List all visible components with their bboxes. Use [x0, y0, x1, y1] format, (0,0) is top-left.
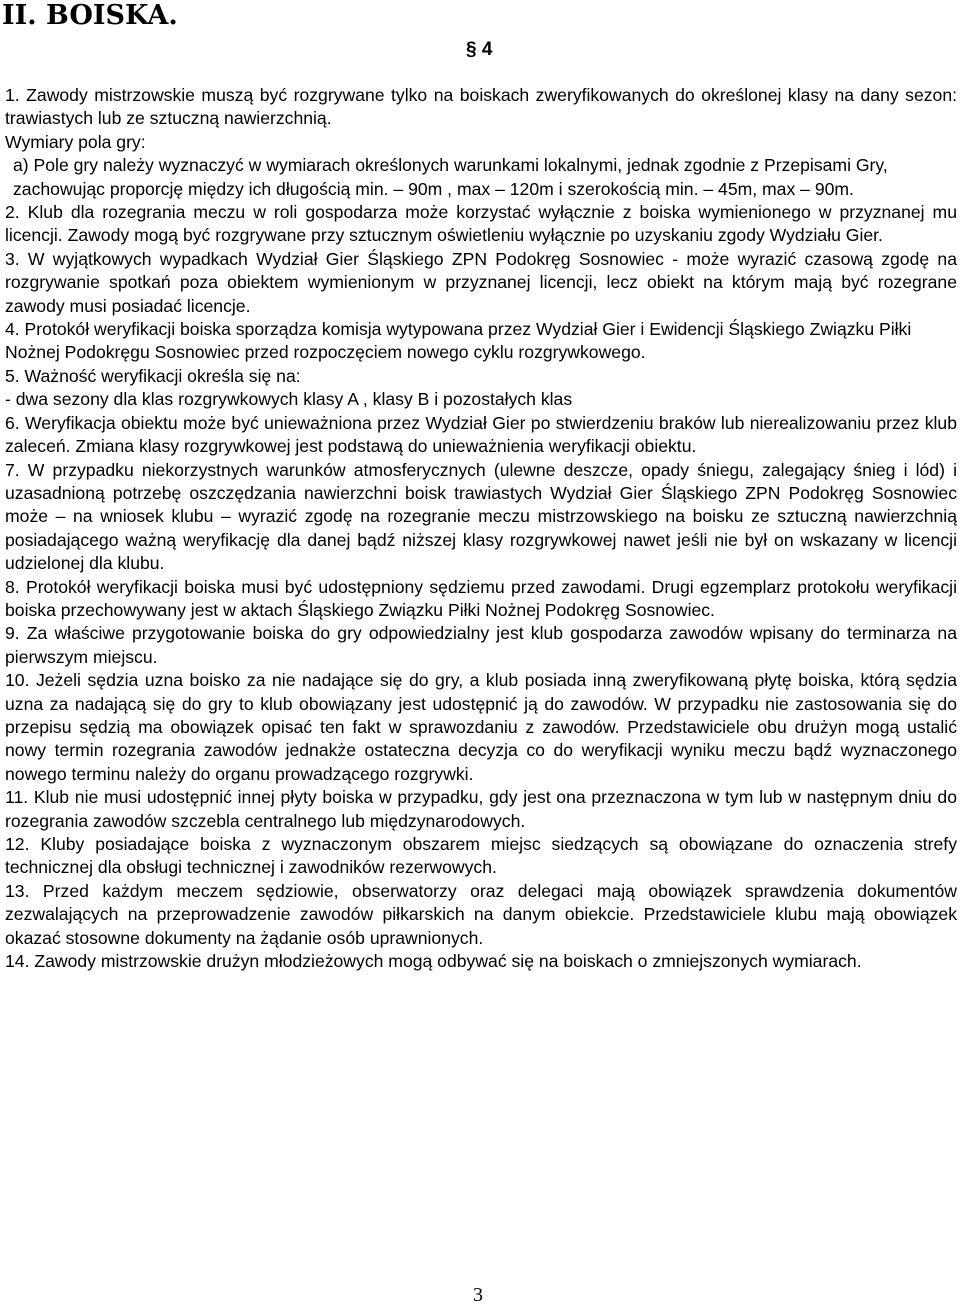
paragraph-3: 3. W wyjątkowych wypadkach Wydział Gier Śląskiego ZPN Podokręg Sosnowiec - może wyrazić czasową zgodę na rozgrywanie spotkań poza obiektem wymienionym w przyznanej licencji, lecz obiekt na którym mają być rozegrane zawody musi posiadać licencje. [5, 248, 957, 316]
section-mark: § 4 [466, 39, 493, 60]
paragraph-10: 10. Jeżeli sędzia uzna boisko za nie nadające się do gry, a klub posiada inną zweryfikowaną płytę boiska, którą sędzia uzna za nadającą się do gry to klub obowiązany jest udostępnić ją do zawodów. W przypadku nie zastosowania się do przepisu sędzią ma obowiązek opisać ten fakt w sprawozdaniu z zawodów. Przedstawiciele obu drużyn mogą ustalić nowy termin rozegrania zawodów jednakże ostateczna decyzja co do weryfikacji wyniku meczu bądź wyznaczonego nowego terminu należy do organu prowadzącego rozgrywki. [5, 670, 957, 784]
paragraph-14: 14. Zawody mistrzowskie drużyn młodzieżowych mogą odbywać się na boiskach o zmniejszonych wymiarach. [5, 951, 862, 972]
paragraph-2: 2. Klub dla rozegrania meczu w roli gospodarza może korzystać wyłącznie z boiska wymienionego w przyznanej mu licencji. Zawody mogą być rozgrywane przy sztucznym oświetleniu wyłącznie po uzyskaniu zgody Wydziału Gier. [5, 202, 957, 246]
paragraph-field-dimensions-heading: Wymiary pola gry: [5, 131, 146, 152]
chapter-title: II. BOISKA. [2, 0, 178, 31]
paragraph-13: 13. Przed każdym meczem sędziowie, obserwatorzy oraz delegaci mają obowiązek sprawdzenia dokumentów zezwalających na przeprowadzenie zawodów piłkarskich na danym obiekcie. Przedstawiciele klubu mają obowiązek okazać stosowne dokumenty na żądanie osób uprawnionych. [5, 880, 957, 948]
document-body [5, 84, 957, 973]
paragraph-11: 11. Klub nie musi udostępnić innej płyty boiska w przypadku, gdy jest ona przeznaczona w tym lub w następnym dniu do rozegrania zawodów szczebla centralnego lub międzynarodowych. [5, 787, 957, 831]
page-number: 3 [473, 1284, 483, 1306]
paragraph-12: 12. Kluby posiadające boiska z wyznaczonym obszarem miejsc siedzących są obowiązane do oznaczenia strefy technicznej dla obsługi technicznej i zawodników rezerwowych. [5, 834, 957, 878]
paragraph-5: 5. Ważność weryfikacji określa się na: [5, 365, 301, 386]
paragraph-7: 7. W przypadku niekorzystnych warunków atmosferycznych (ulewne deszcze, opady śniegu, zalegający śnieg i lód) i uzasadnioną potrzebę oszczędzania nawierzchni boisk trawiastych Wydział Gier Śląskiego ZPN Podokręg Sosnowiec może – na wniosek klubu – wyrazić zgodę na rozegranie meczu mistrzowskiego na boisku ze sztuczną nawierzchnią posiadającego ważną weryfikację dla danej bądź niższej klasy rozgrywkowej nawet jeśli nie był on wskazany w licencji udzielonej dla klubu. [5, 459, 957, 574]
paragraph-8: 8. Protokół weryfikacji boiska musi być udostępniony sędziemu przed zawodami. Drugi egzemplarz protokołu weryfikacji boiska przechowywany jest w aktach Śląskiego Związku Piłki Nożnej Podokręg Sosnowiec. [5, 576, 957, 620]
paragraph-1: 1. Zawody mistrzowskie muszą być rozgrywane tylko na boiskach zweryfikowanych do określonej klasy na dany sezon: trawiastych lub ze sztuczną nawierzchnią. [5, 85, 957, 129]
paragraph-field-dimensions-a: a) Pole gry należy wyznaczyć w wymiarach określonych warunkami lokalnymi, jednak zgodnie z Przepisami Gry, zachowując proporcję między ich długością min. – 90m , max – 120m i szerokością min. – 45m, max – 90m. [13, 155, 888, 199]
paragraph-6: 6. Weryfikacja obiektu może być unieważniona przez Wydział Gier po stwierdzeniu braków lub nierealizowaniu przez klub zaleceń. Zmiana klasy rozgrywkowej jest podstawą do unieważnienia weryfikacji obiektu. [5, 412, 957, 457]
paragraph-4: 4. Protokół weryfikacji boiska sporządza komisja wytypowana przez Wydział Gier i Ewidencji Śląskiego Związku Piłki Nożnej Podokręgu Sosnowiec przed rozpoczęciem nowego cyklu rozgrywkowego. [5, 319, 912, 363]
paragraph-5-detail: - dwa sezony dla klas rozgrywkowych klasy A , klasy B i pozostałych klas [5, 389, 573, 410]
paragraph-9: 9. Za właściwe przygotowanie boiska do gry odpowiedzialny jest klub gospodarza zawodów wpisany do terminarza na pierwszym miejscu. [5, 623, 957, 667]
